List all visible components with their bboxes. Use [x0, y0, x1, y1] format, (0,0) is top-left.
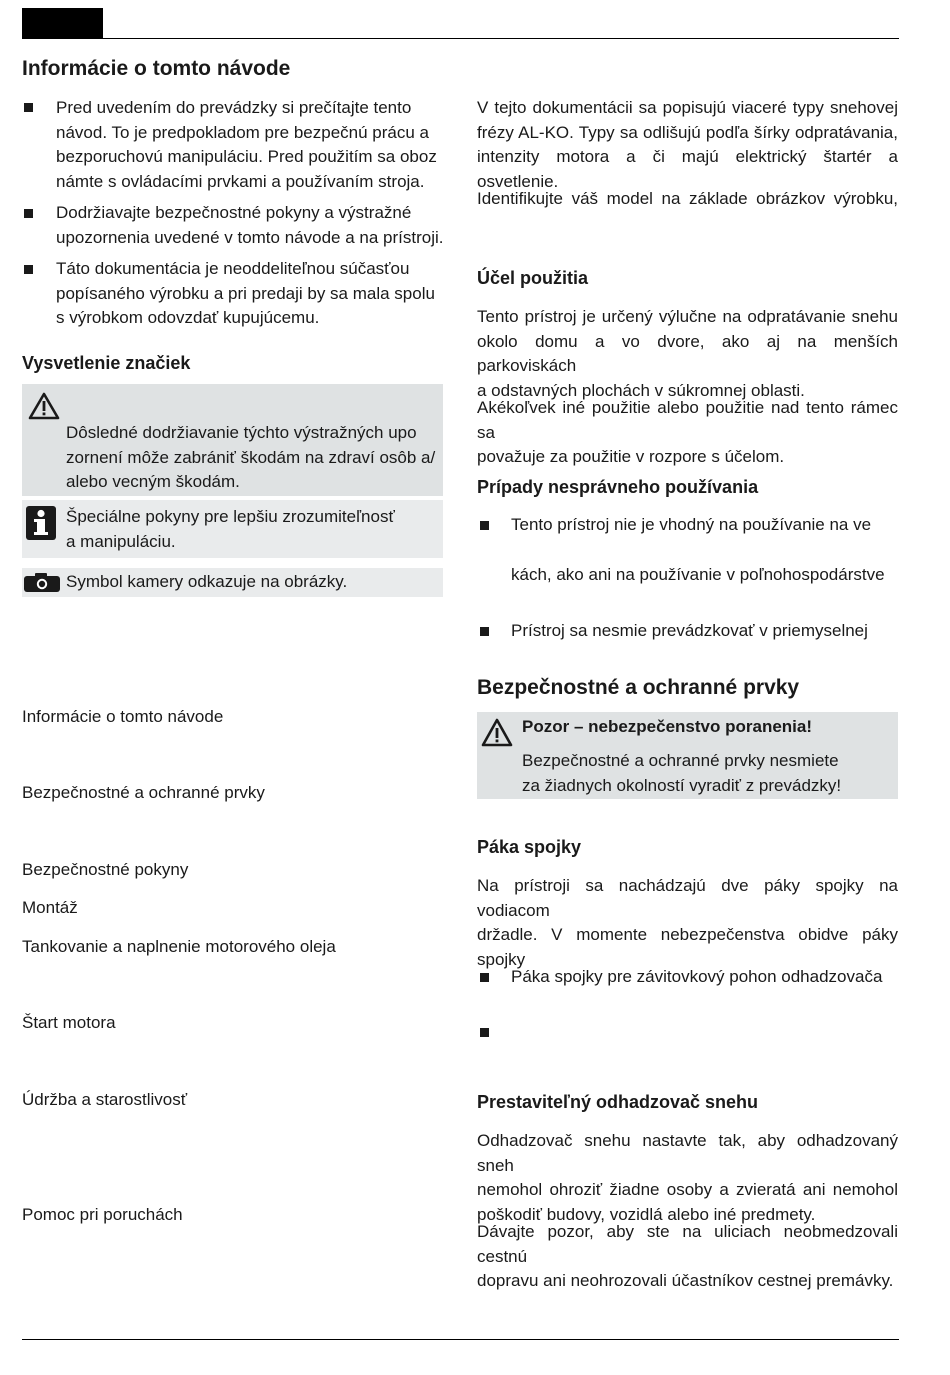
- bullet-icon: [24, 103, 33, 112]
- info-icon: [26, 506, 56, 540]
- toc-item: Tankovanie a naplnenie motorového oleja: [22, 937, 336, 956]
- warning-triangle-icon: [28, 392, 60, 420]
- safety-warning-box: [477, 712, 898, 799]
- toc-item: Informácie o tomto návode: [22, 707, 224, 726]
- chute-paragraph: Odhadzovač snehu nastavte tak, aby odhadzovaný sneh nemohol ohroziť žiadne osoby a zvieratá ani nemohol poškodiť budovy, vozidlá alebo iné predmety.: [477, 1131, 898, 1224]
- toc-item: Montáž: [22, 898, 78, 917]
- purpose-paragraph-2: Akékoľvek iné použitie alebo použitie nad tento rámec sa považuje za použitie v rozpore s účelom.: [477, 398, 898, 466]
- camera-text: Symbol kamery odkazuje na obrázky.: [66, 572, 348, 591]
- bullet-icon: [480, 627, 489, 636]
- clutch-heading: Páka spojky: [477, 837, 582, 857]
- safety-heading: Bezpečnostné a ochranné prvky: [477, 676, 800, 699]
- bullet-icon: [480, 1028, 489, 1037]
- safety-warning-text: Bezpečnostné a ochranné prvky nesmiete za žiadnych okolností vyradiť z prevádzky!: [522, 751, 842, 795]
- bullet-icon: [24, 265, 33, 274]
- bullet-icon: [480, 521, 489, 530]
- symbols-heading: Vysvetlenie značiek: [22, 353, 191, 373]
- camera-box: [22, 568, 443, 597]
- toc-item: Štart motora: [22, 1013, 116, 1032]
- chute-heading: Prestaviteľný odhadzovač snehu: [477, 1092, 759, 1112]
- footer-rule: [22, 1339, 899, 1340]
- camera-icon: [24, 573, 60, 592]
- section-title-about-manual: Informácie o tomto návode: [22, 57, 291, 80]
- list-item: Prístroj sa nesmie prevádzkovať v priemyselnej: [511, 621, 868, 640]
- toc-item: Bezpečnostné pokyny: [22, 860, 189, 879]
- purpose-paragraph: Tento prístroj je určený výlučne na odpratávanie snehu okolo domu a vo dvore, ako aj na menších parkoviskách a odstavných plochách v súkromnej oblasti.: [477, 307, 898, 400]
- misuse-heading: Prípady nesprávneho používania: [477, 477, 759, 497]
- purpose-heading: Účel použitia: [477, 268, 589, 288]
- list-item: Pred uvedením do prevádzky si prečítajte tento návod. To je predpokladom pre bezpečnú prácu a bezporuchovú manipuláciu. Pred použitím sa oboz námte s ovládacími prvkami a používaním stroja.: [56, 98, 437, 191]
- safety-warning-title: Pozor – nebezpečenstvo poranenia!: [522, 717, 813, 736]
- list-item: Dodržiavajte bezpečnostné pokyny a výstražné upozornenia uvedené v tomto návode a na prístroji.: [56, 203, 444, 247]
- bullet-icon: [24, 209, 33, 218]
- page-tab-marker: [22, 8, 103, 39]
- list-item-continuation: kách, ako ani na používanie v poľnohospodárstve: [511, 565, 885, 584]
- list-item: Páka spojky pre závitovkový pohon odhadzovača: [511, 967, 883, 986]
- info-box: [22, 500, 443, 558]
- chute-paragraph-2: Dávajte pozor, aby ste na uliciach neobmedzovali cestnú dopravu ani neohrozovali účastníkov cestnej premávky.: [477, 1222, 898, 1290]
- bullet-icon: [480, 973, 489, 982]
- toc-item: Pomoc pri poruchách: [22, 1205, 183, 1224]
- list-item: Tento prístroj nie je vhodný na používanie na ve: [511, 515, 872, 534]
- warning-triangle-icon: [481, 718, 513, 747]
- intro-paragraph: V tejto dokumentácii sa popisujú viaceré typy snehovej frézy AL-KO. Typy sa odlišujú podľa šírky odpratávania, intenzity motora a či majú elektrický štartér a osvetlenie.: [477, 98, 898, 191]
- info-text: Špeciálne pokyny pre lepšiu zrozumiteľnosť a manipuláciu.: [66, 507, 395, 551]
- warning-text: Dôsledné dodržiavanie týchto výstražných upo zornení môže zabrániť škodám na zdraví osôb a/ alebo vecným škodám.: [66, 423, 436, 491]
- toc-item: Údržba a starostlivosť: [22, 1090, 188, 1109]
- clutch-paragraph: Na prístroji sa nachádzajú dve páky spojky na vodiacom držadle. V momente nebezpečenstva obidve páky spojky: [477, 876, 898, 969]
- header-rule: [22, 38, 899, 39]
- identify-paragraph: Identifikujte váš model na základe obrázkov výrobku,: [477, 189, 898, 208]
- toc-item: Bezpečnostné a ochranné prvky: [22, 783, 265, 802]
- warning-box: [22, 384, 443, 496]
- list-item: Táto dokumentácia je neoddeliteľnou súčasťou popísaného výrobku a pri predaji by sa mala spolu s výrobkom odovzdať kupujúcemu.: [56, 259, 435, 327]
